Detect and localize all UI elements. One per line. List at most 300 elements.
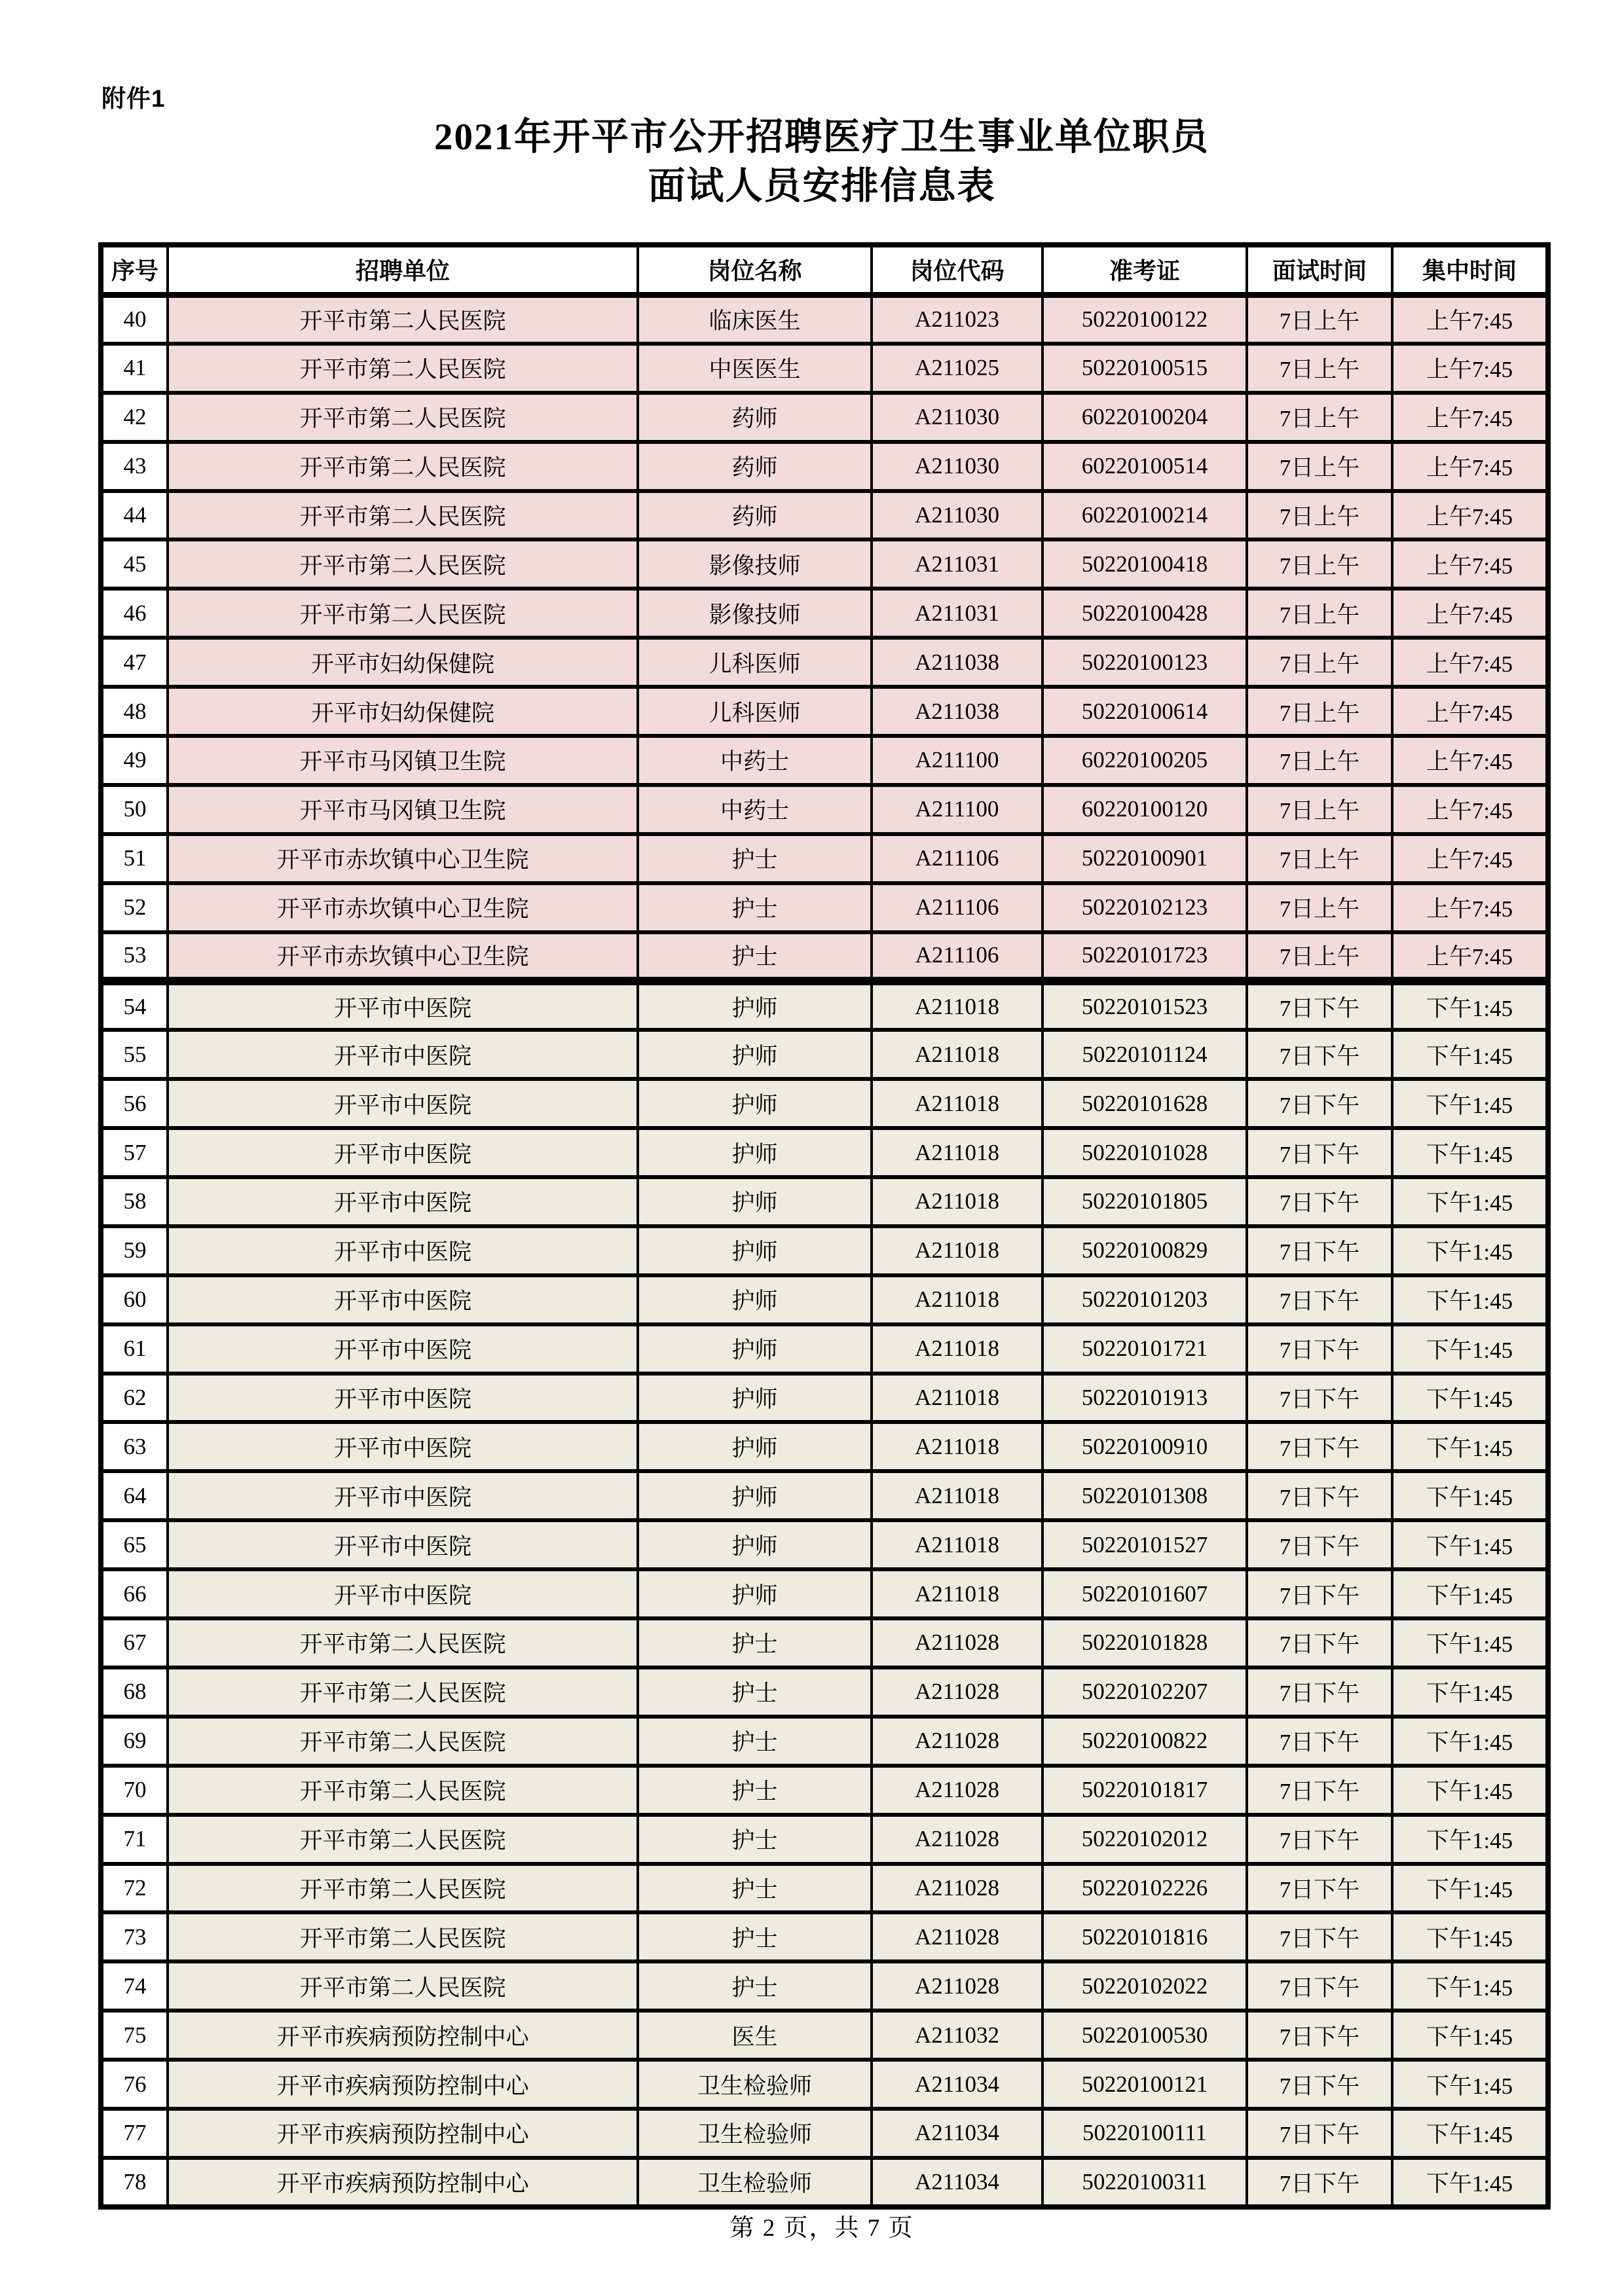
cell-position: 护士	[638, 883, 872, 932]
cell-seq: 77	[101, 2109, 168, 2158]
cell-position: 中医医生	[638, 344, 872, 393]
cell-unit: 开平市中医院	[168, 1128, 638, 1177]
cell-unit: 开平市赤坎镇中心卫生院	[168, 932, 638, 981]
cell-code: A211025	[872, 344, 1043, 393]
table-row	[101, 1030, 1548, 1079]
cell-seq: 52	[101, 883, 168, 932]
cell-interview-time: 7日下午	[1247, 2109, 1392, 2158]
cell-code: A211028	[872, 1961, 1043, 2011]
cell-interview-time: 7日下午	[1247, 1569, 1392, 1618]
cell-code: A211028	[872, 1766, 1043, 1815]
table-row	[101, 1177, 1548, 1226]
cell-assembly-time: 上午7:45	[1392, 589, 1548, 638]
cell-seq: 67	[101, 1618, 168, 1667]
cell-interview-time: 7日上午	[1247, 687, 1392, 736]
cell-ticket: 50220101816	[1043, 1912, 1247, 1961]
cell-assembly-time: 下午1:45	[1392, 1520, 1548, 1569]
cell-ticket: 50220102123	[1043, 883, 1247, 932]
cell-interview-time: 7日下午	[1247, 1864, 1392, 1913]
cell-assembly-time: 上午7:45	[1392, 491, 1548, 540]
cell-position: 护师	[638, 1374, 872, 1423]
cell-code: A211034	[872, 2109, 1043, 2158]
cell-interview-time: 7日下午	[1247, 1422, 1392, 1471]
cell-interview-time: 7日下午	[1247, 1324, 1392, 1374]
cell-assembly-time: 上午7:45	[1392, 883, 1548, 932]
cell-unit: 开平市中医院	[168, 1177, 638, 1226]
table-row	[101, 834, 1548, 883]
cell-interview-time: 7日下午	[1247, 1815, 1392, 1864]
table-row	[101, 1275, 1548, 1324]
cell-assembly-time: 下午1:45	[1392, 1128, 1548, 1177]
page-title-line2: 面试人员安排信息表	[648, 166, 996, 207]
table-row	[101, 736, 1548, 785]
cell-interview-time: 7日下午	[1247, 1471, 1392, 1520]
cell-seq: 40	[101, 295, 168, 344]
cell-seq: 59	[101, 1226, 168, 1275]
cell-interview-time: 7日下午	[1247, 1226, 1392, 1275]
cell-ticket: 50220101805	[1043, 1177, 1247, 1226]
cell-assembly-time: 上午7:45	[1392, 539, 1548, 589]
cell-assembly-time: 下午1:45	[1392, 2011, 1548, 2060]
cell-position: 护士	[638, 1717, 872, 1766]
table-row	[101, 442, 1548, 491]
page-title	[98, 113, 1545, 211]
cell-unit: 开平市马冈镇卫生院	[168, 785, 638, 834]
cell-assembly-time: 上午7:45	[1392, 785, 1548, 834]
cell-interview-time: 7日下午	[1247, 1128, 1392, 1177]
cell-unit: 开平市第二人民医院	[168, 1717, 638, 1766]
cell-seq: 44	[101, 491, 168, 540]
table-row	[101, 1618, 1548, 1667]
cell-seq: 42	[101, 393, 168, 442]
table-body	[101, 295, 1548, 2207]
cell-seq: 61	[101, 1324, 168, 1374]
cell-ticket: 60220100204	[1043, 393, 1247, 442]
cell-position: 中药士	[638, 785, 872, 834]
cell-ticket: 50220100418	[1043, 539, 1247, 589]
cell-seq: 57	[101, 1128, 168, 1177]
cell-seq: 72	[101, 1864, 168, 1913]
cell-interview-time: 7日上午	[1247, 539, 1392, 589]
cell-assembly-time: 下午1:45	[1392, 1030, 1548, 1079]
cell-ticket: 60220100120	[1043, 785, 1247, 834]
cell-interview-time: 7日上午	[1247, 589, 1392, 638]
cell-ticket: 50220101817	[1043, 1766, 1247, 1815]
cell-position: 医生	[638, 2011, 872, 2060]
cell-unit: 开平市中医院	[168, 1374, 638, 1423]
cell-seq: 78	[101, 2158, 168, 2207]
cell-interview-time: 7日下午	[1247, 1030, 1392, 1079]
cell-position: 护师	[638, 1569, 872, 1618]
cell-seq: 41	[101, 344, 168, 393]
table-row	[101, 295, 1548, 344]
cell-code: A211030	[872, 442, 1043, 491]
column-header-seq: 序号	[101, 245, 168, 295]
cell-interview-time: 7日上午	[1247, 344, 1392, 393]
cell-unit: 开平市中医院	[168, 1275, 638, 1324]
table-row	[101, 1374, 1548, 1423]
cell-assembly-time: 下午1:45	[1392, 1717, 1548, 1766]
cell-code: A211028	[872, 1815, 1043, 1864]
table-row	[101, 1520, 1548, 1569]
table-row	[101, 1128, 1548, 1177]
cell-assembly-time: 上午7:45	[1392, 638, 1548, 687]
cell-unit: 开平市第二人民医院	[168, 344, 638, 393]
cell-unit: 开平市妇幼保健院	[168, 687, 638, 736]
cell-assembly-time: 上午7:45	[1392, 393, 1548, 442]
cell-position: 药师	[638, 393, 872, 442]
cell-position: 药师	[638, 442, 872, 491]
cell-code: A211028	[872, 1864, 1043, 1913]
cell-interview-time: 7日下午	[1247, 1667, 1392, 1717]
cell-unit: 开平市第二人民医院	[168, 393, 638, 442]
cell-unit: 开平市中医院	[168, 1471, 638, 1520]
cell-position: 护师	[638, 1275, 872, 1324]
column-header-ticket: 准考证	[1043, 245, 1247, 295]
cell-position: 儿科医师	[638, 687, 872, 736]
cell-assembly-time: 上午7:45	[1392, 932, 1548, 981]
cell-interview-time: 7日上午	[1247, 442, 1392, 491]
cell-unit: 开平市第二人民医院	[168, 539, 638, 589]
cell-unit: 开平市中医院	[168, 1520, 638, 1569]
cell-code: A211018	[872, 1079, 1043, 1128]
cell-assembly-time: 下午1:45	[1392, 1961, 1548, 2011]
cell-unit: 开平市马冈镇卫生院	[168, 736, 638, 785]
cell-seq: 46	[101, 589, 168, 638]
page-title-line1: 2021年开平市公开招聘医疗卫生事业单位职员	[434, 117, 1209, 158]
table-row	[101, 932, 1548, 981]
cell-seq: 43	[101, 442, 168, 491]
cell-unit: 开平市中医院	[168, 1569, 638, 1618]
cell-seq: 63	[101, 1422, 168, 1471]
cell-position: 护师	[638, 1226, 872, 1275]
cell-interview-time: 7日下午	[1247, 1717, 1392, 1766]
cell-assembly-time: 下午1:45	[1392, 1177, 1548, 1226]
cell-unit: 开平市第二人民医院	[168, 1961, 638, 2011]
cell-ticket: 50220102207	[1043, 1667, 1247, 1717]
cell-code: A211018	[872, 1275, 1043, 1324]
cell-interview-time: 7日上午	[1247, 834, 1392, 883]
table-header-row	[101, 245, 1548, 295]
cell-seq: 49	[101, 736, 168, 785]
cell-ticket: 50220101913	[1043, 1374, 1247, 1423]
cell-unit: 开平市疾病预防控制中心	[168, 2060, 638, 2109]
cell-position: 护士	[638, 1766, 872, 1815]
cell-code: A211034	[872, 2158, 1043, 2207]
table-row	[101, 1226, 1548, 1275]
cell-unit: 开平市疾病预防控制中心	[168, 2109, 638, 2158]
cell-seq: 51	[101, 834, 168, 883]
cell-assembly-time: 下午1:45	[1392, 2158, 1548, 2207]
cell-code: A211018	[872, 1471, 1043, 1520]
cell-code: A211018	[872, 1422, 1043, 1471]
table-row	[101, 2060, 1548, 2109]
cell-code: A211031	[872, 589, 1043, 638]
cell-ticket: 60220100214	[1043, 491, 1247, 540]
cell-ticket: 50220100829	[1043, 1226, 1247, 1275]
cell-assembly-time: 上午7:45	[1392, 344, 1548, 393]
cell-code: A211018	[872, 981, 1043, 1030]
cell-seq: 60	[101, 1275, 168, 1324]
cell-ticket: 50220101523	[1043, 981, 1247, 1030]
cell-ticket: 50220101527	[1043, 1520, 1247, 1569]
cell-interview-time: 7日上午	[1247, 393, 1392, 442]
cell-assembly-time: 上午7:45	[1392, 442, 1548, 491]
cell-ticket: 50220100121	[1043, 2060, 1247, 2109]
cell-seq: 50	[101, 785, 168, 834]
cell-seq: 73	[101, 1912, 168, 1961]
table-row	[101, 1864, 1548, 1913]
cell-unit: 开平市第二人民医院	[168, 1667, 638, 1717]
cell-unit: 开平市中医院	[168, 1422, 638, 1471]
table-row	[101, 491, 1548, 540]
cell-interview-time: 7日上午	[1247, 785, 1392, 834]
cell-code: A211100	[872, 736, 1043, 785]
cell-interview-time: 7日下午	[1247, 1520, 1392, 1569]
cell-seq: 74	[101, 1961, 168, 2011]
cell-ticket: 60220100514	[1043, 442, 1247, 491]
cell-position: 儿科医师	[638, 638, 872, 687]
cell-code: A211023	[872, 295, 1043, 344]
cell-unit: 开平市第二人民医院	[168, 491, 638, 540]
table-row	[101, 344, 1548, 393]
cell-position: 护士	[638, 834, 872, 883]
cell-assembly-time: 下午1:45	[1392, 981, 1548, 1030]
cell-seq: 65	[101, 1520, 168, 1569]
cell-unit: 开平市赤坎镇中心卫生院	[168, 834, 638, 883]
cell-code: A211028	[872, 1667, 1043, 1717]
cell-assembly-time: 上午7:45	[1392, 295, 1548, 344]
cell-interview-time: 7日下午	[1247, 2060, 1392, 2109]
cell-code: A211028	[872, 1717, 1043, 1766]
cell-position: 护师	[638, 1520, 872, 1569]
cell-position: 卫生检验师	[638, 2060, 872, 2109]
cell-position: 护师	[638, 1128, 872, 1177]
cell-seq: 76	[101, 2060, 168, 2109]
cell-code: A211030	[872, 393, 1043, 442]
cell-interview-time: 7日上午	[1247, 736, 1392, 785]
cell-ticket: 50220100614	[1043, 687, 1247, 736]
cell-assembly-time: 下午1:45	[1392, 1815, 1548, 1864]
cell-assembly-time: 下午1:45	[1392, 1864, 1548, 1913]
cell-assembly-time: 上午7:45	[1392, 736, 1548, 785]
cell-seq: 69	[101, 1717, 168, 1766]
attachment-label: 附件1	[101, 85, 166, 112]
cell-code: A211018	[872, 1030, 1043, 1079]
cell-ticket: 50220100530	[1043, 2011, 1247, 2060]
cell-assembly-time: 下午1:45	[1392, 1766, 1548, 1815]
cell-ticket: 50220101203	[1043, 1275, 1247, 1324]
table-row	[101, 1569, 1548, 1618]
cell-interview-time: 7日上午	[1247, 883, 1392, 932]
cell-ticket: 50220101607	[1043, 1569, 1247, 1618]
cell-interview-time: 7日下午	[1247, 1961, 1392, 2011]
table-header	[101, 245, 1548, 295]
table-row	[101, 1422, 1548, 1471]
cell-unit: 开平市中医院	[168, 1030, 638, 1079]
cell-ticket: 50220101028	[1043, 1128, 1247, 1177]
cell-interview-time: 7日下午	[1247, 1618, 1392, 1667]
cell-position: 临床医生	[638, 295, 872, 344]
cell-assembly-time: 下午1:45	[1392, 1422, 1548, 1471]
cell-assembly-time: 上午7:45	[1392, 687, 1548, 736]
cell-code: A211106	[872, 834, 1043, 883]
cell-assembly-time: 下午1:45	[1392, 1079, 1548, 1128]
cell-interview-time: 7日下午	[1247, 1374, 1392, 1423]
cell-interview-time: 7日下午	[1247, 1275, 1392, 1324]
table-row	[101, 1717, 1548, 1766]
cell-position: 护师	[638, 1030, 872, 1079]
cell-unit: 开平市中医院	[168, 1226, 638, 1275]
cell-code: A211018	[872, 1324, 1043, 1374]
page-number: 第 2 页，共 7 页	[729, 2215, 914, 2242]
table-row	[101, 1471, 1548, 1520]
table-row	[101, 1961, 1548, 2011]
table-row	[101, 2158, 1548, 2207]
table-row	[101, 785, 1548, 834]
cell-assembly-time: 下午1:45	[1392, 1275, 1548, 1324]
cell-seq: 58	[101, 1177, 168, 1226]
cell-ticket: 50220100822	[1043, 1717, 1247, 1766]
cell-assembly-time: 下午1:45	[1392, 1618, 1548, 1667]
column-header-interview-time: 面试时间	[1247, 245, 1392, 295]
cell-code: A211106	[872, 883, 1043, 932]
interview-schedule-table	[98, 242, 1551, 2210]
table-row	[101, 1912, 1548, 1961]
cell-position: 护士	[638, 1961, 872, 2011]
cell-ticket: 50220102226	[1043, 1864, 1247, 1913]
table-row	[101, 1815, 1548, 1864]
cell-assembly-time: 下午1:45	[1392, 1374, 1548, 1423]
cell-position: 护师	[638, 1471, 872, 1520]
cell-ticket: 50220102012	[1043, 1815, 1247, 1864]
cell-position: 护师	[638, 1422, 872, 1471]
cell-ticket: 50220101721	[1043, 1324, 1247, 1374]
cell-position: 影像技师	[638, 589, 872, 638]
cell-seq: 45	[101, 539, 168, 589]
cell-unit: 开平市疾病预防控制中心	[168, 2158, 638, 2207]
cell-interview-time: 7日下午	[1247, 1079, 1392, 1128]
cell-unit: 开平市第二人民医院	[168, 1618, 638, 1667]
cell-interview-time: 7日下午	[1247, 1766, 1392, 1815]
cell-code: A211018	[872, 1374, 1043, 1423]
cell-position: 卫生检验师	[638, 2158, 872, 2207]
cell-seq: 66	[101, 1569, 168, 1618]
table-row	[101, 1766, 1548, 1815]
cell-interview-time: 7日上午	[1247, 638, 1392, 687]
table-row	[101, 539, 1548, 589]
cell-seq: 54	[101, 981, 168, 1030]
cell-unit: 开平市第二人民医院	[168, 442, 638, 491]
table-row	[101, 2109, 1548, 2158]
table-row	[101, 687, 1548, 736]
cell-code: A211038	[872, 687, 1043, 736]
cell-ticket: 50220101828	[1043, 1618, 1247, 1667]
cell-ticket: 50220101124	[1043, 1030, 1247, 1079]
cell-seq: 68	[101, 1667, 168, 1717]
column-header-unit: 招聘单位	[168, 245, 638, 295]
cell-seq: 70	[101, 1766, 168, 1815]
cell-ticket: 50220102022	[1043, 1961, 1247, 2011]
cell-position: 护师	[638, 1177, 872, 1226]
cell-ticket: 50220100122	[1043, 295, 1247, 344]
cell-position: 护士	[638, 1912, 872, 1961]
cell-ticket: 50220100515	[1043, 344, 1247, 393]
cell-code: A211106	[872, 932, 1043, 981]
cell-assembly-time: 下午1:45	[1392, 1569, 1548, 1618]
cell-unit: 开平市第二人民医院	[168, 1864, 638, 1913]
cell-code: A211030	[872, 491, 1043, 540]
cell-unit: 开平市妇幼保健院	[168, 638, 638, 687]
cell-ticket: 50220100123	[1043, 638, 1247, 687]
cell-assembly-time: 下午1:45	[1392, 2109, 1548, 2158]
cell-code: A211034	[872, 2060, 1043, 2109]
cell-unit: 开平市第二人民医院	[168, 1912, 638, 1961]
cell-position: 护士	[638, 1815, 872, 1864]
table-row	[101, 1079, 1548, 1128]
cell-assembly-time: 下午1:45	[1392, 1471, 1548, 1520]
cell-seq: 47	[101, 638, 168, 687]
cell-interview-time: 7日下午	[1247, 1912, 1392, 1961]
cell-ticket: 50220101723	[1043, 932, 1247, 981]
cell-assembly-time: 下午1:45	[1392, 2060, 1548, 2109]
cell-interview-time: 7日上午	[1247, 491, 1392, 540]
cell-code: A211028	[872, 1912, 1043, 1961]
cell-unit: 开平市疾病预防控制中心	[168, 2011, 638, 2060]
table-row	[101, 981, 1548, 1030]
table-row	[101, 1324, 1548, 1374]
cell-interview-time: 7日下午	[1247, 1177, 1392, 1226]
table-row	[101, 2011, 1548, 2060]
cell-code: A211018	[872, 1520, 1043, 1569]
table-row	[101, 393, 1548, 442]
cell-seq: 53	[101, 932, 168, 981]
table-row	[101, 589, 1548, 638]
cell-ticket: 50220101628	[1043, 1079, 1247, 1128]
column-header-assembly-time: 集中时间	[1392, 245, 1548, 295]
table-row	[101, 883, 1548, 932]
cell-code: A211032	[872, 2011, 1043, 2060]
cell-seq: 64	[101, 1471, 168, 1520]
cell-assembly-time: 下午1:45	[1392, 1667, 1548, 1717]
cell-unit: 开平市中医院	[168, 981, 638, 1030]
cell-unit: 开平市第二人民医院	[168, 1815, 638, 1864]
cell-code: A211018	[872, 1226, 1043, 1275]
cell-position: 护士	[638, 1864, 872, 1913]
cell-ticket: 50220100910	[1043, 1422, 1247, 1471]
cell-unit: 开平市赤坎镇中心卫生院	[168, 883, 638, 932]
cell-seq: 62	[101, 1374, 168, 1423]
cell-code: A211038	[872, 638, 1043, 687]
cell-position: 护师	[638, 981, 872, 1030]
cell-code: A211031	[872, 539, 1043, 589]
cell-unit: 开平市中医院	[168, 1079, 638, 1128]
cell-ticket: 50220100428	[1043, 589, 1247, 638]
cell-interview-time: 7日上午	[1247, 932, 1392, 981]
table-row	[101, 1667, 1548, 1717]
cell-ticket: 50220100901	[1043, 834, 1247, 883]
cell-code: A211018	[872, 1177, 1043, 1226]
cell-seq: 56	[101, 1079, 168, 1128]
cell-seq: 75	[101, 2011, 168, 2060]
cell-position: 护士	[638, 1667, 872, 1717]
cell-position: 影像技师	[638, 539, 872, 589]
cell-assembly-time: 下午1:45	[1392, 1324, 1548, 1374]
cell-position: 中药士	[638, 736, 872, 785]
cell-ticket: 50220100111	[1043, 2109, 1247, 2158]
cell-unit: 开平市第二人民医院	[168, 295, 638, 344]
cell-assembly-time: 上午7:45	[1392, 834, 1548, 883]
